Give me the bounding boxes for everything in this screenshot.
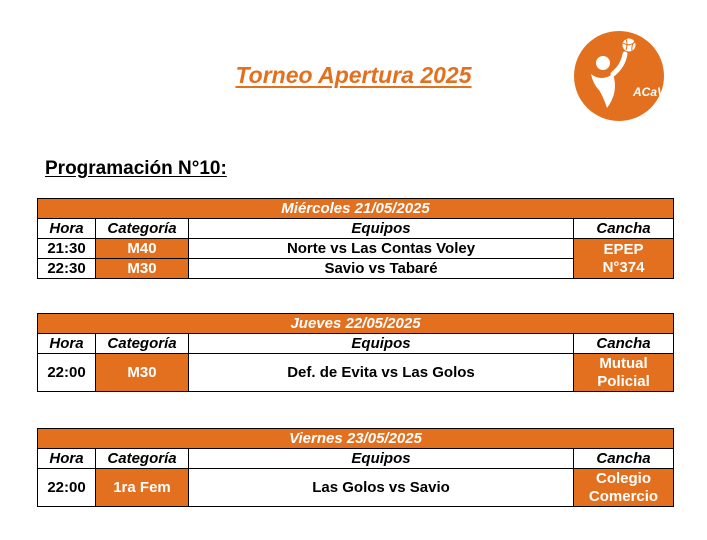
court-line-2: N°374 — [602, 258, 645, 276]
table-row — [38, 469, 674, 507]
volleyball-icon — [622, 38, 636, 52]
schedule-table-friday — [37, 428, 674, 507]
column-header-equipos: Equipos — [189, 449, 574, 469]
column-header-categoria: Categoría — [96, 449, 189, 469]
match-teams: Def. de Evita vs Las Golos — [189, 354, 574, 392]
column-header-cancha: Cancha — [574, 449, 674, 469]
column-header-categoria: Categoría — [96, 219, 189, 239]
match-teams: Savio vs Tabaré — [189, 259, 574, 279]
table-row — [38, 354, 674, 392]
court-line-1: Colegio — [596, 469, 651, 487]
column-header-hora: Hora — [38, 219, 96, 239]
court-line-1: Mutual — [599, 354, 648, 372]
court-line-2: Policial — [597, 372, 650, 390]
page-title: Torneo Apertura 2025 — [235, 62, 472, 88]
column-header-hora: Hora — [38, 334, 96, 354]
column-header-equipos: Equipos — [189, 219, 574, 239]
match-category: M30 — [96, 259, 189, 279]
schedule-table-thursday — [37, 313, 674, 392]
match-time: 22:00 — [38, 469, 96, 507]
match-teams: Norte vs Las Contas Voley — [189, 239, 574, 259]
day-header: Jueves 22/05/2025 — [38, 314, 674, 334]
column-header-categoria: Categoría — [96, 334, 189, 354]
table-row — [38, 239, 674, 259]
schedule-subtitle: Programación N°10: — [45, 158, 227, 179]
match-time: 21:30 — [38, 239, 96, 259]
column-header-hora: Hora — [38, 449, 96, 469]
match-category: M30 — [96, 354, 189, 392]
day-header: Miércoles 21/05/2025 — [38, 199, 674, 219]
match-court — [574, 469, 674, 507]
column-header-equipos: Equipos — [189, 334, 574, 354]
match-court — [574, 354, 674, 392]
match-court — [574, 239, 674, 279]
day-header: Viernes 23/05/2025 — [38, 429, 674, 449]
match-category: 1ra Fem — [96, 469, 189, 507]
column-header-cancha: Cancha — [574, 219, 674, 239]
logo-text: ACaV — [633, 85, 665, 99]
court-line-1: EPEP — [603, 240, 644, 258]
match-time: 22:30 — [38, 259, 96, 279]
court-line-2: Comercio — [588, 487, 659, 505]
schedule-table-wednesday — [37, 198, 674, 279]
match-time: 22:00 — [38, 354, 96, 392]
match-teams: Las Golos vs Savio — [189, 469, 574, 507]
match-category: M40 — [96, 239, 189, 259]
acav-logo — [573, 30, 665, 122]
column-header-cancha: Cancha — [574, 334, 674, 354]
